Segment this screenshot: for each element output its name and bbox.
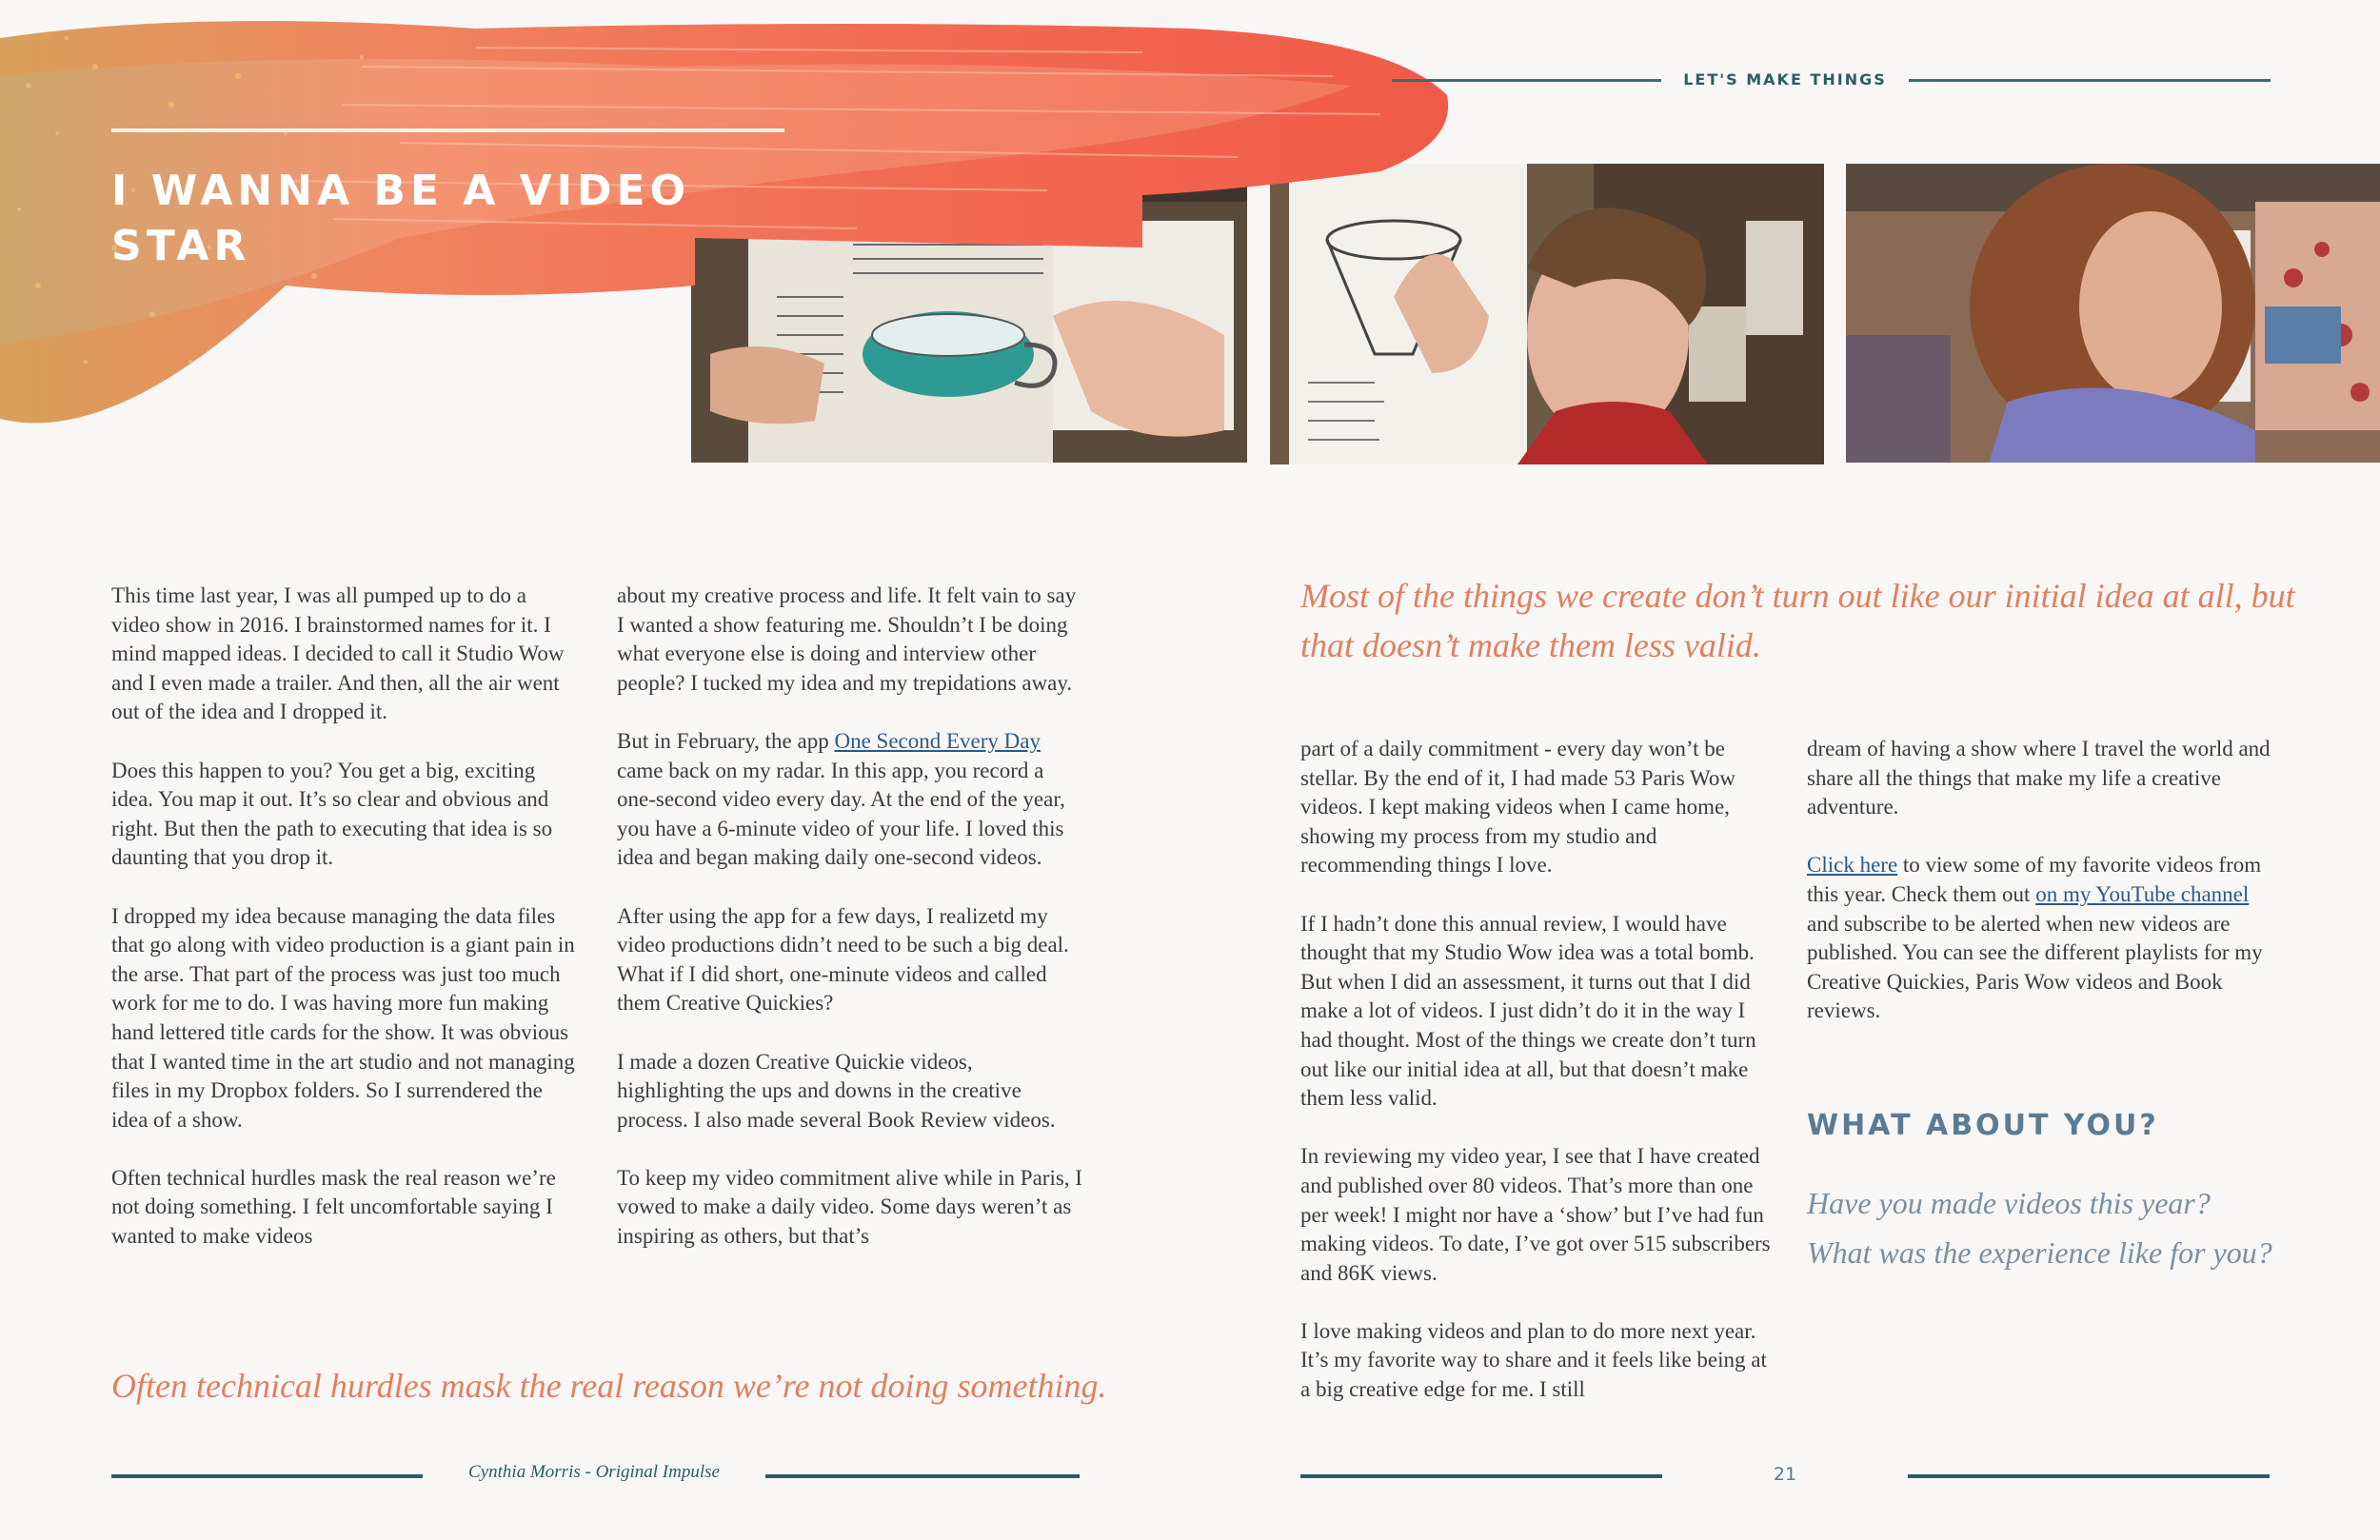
what-about-you-heading: WHAT ABOUT YOU? (1807, 1109, 2159, 1142)
text-column-3 (1300, 735, 1776, 1433)
one-second-every-day-link[interactable]: One Second Every Day (834, 728, 1041, 753)
paragraph: I made a dozen Creative Quickie videos, highlighting the ups and downs in the creative process. I also made several Book Review videos. (617, 1049, 1056, 1132)
page-number: 21 (1773, 1464, 1797, 1485)
paragraph: After using the app for a few days, I realizetd my video productions didn’t need to be such a big deal. What if I did short, one-minute videos and called them Creative Quickies? (617, 903, 1069, 1016)
footer-rule-left (111, 1474, 423, 1478)
footer-author: Cynthia Morris - Original Impulse (468, 1462, 720, 1482)
text-column-4 (1807, 735, 2283, 1056)
paragraph: part of a daily commitment - every day won’t be stellar. By the end of it, I had made 53 Paris Wow videos. I kept making videos when I came home, showing my process from my studio and recommending things I love. (1300, 737, 1736, 878)
text-column-2 (617, 582, 1083, 1280)
pull-quote-top: Most of the things we create don’t turn out like our initial idea at all, but that doesn’t make them less valid. (1300, 577, 2295, 664)
text-run: to view some of my favorite videos from this year. Check them out (1807, 853, 2262, 906)
title-rule (111, 128, 784, 132)
reflection-questions (1807, 1178, 2340, 1277)
title-line-1: I WANNA BE A VIDEO (111, 167, 691, 215)
paragraph (617, 727, 1083, 873)
paragraph: Often technical hurdles mask the real reason we’re not doing something. I felt uncomfortable saying I wanted to make videos (111, 1165, 556, 1249)
click-here-link[interactable]: Click here (1807, 853, 1898, 878)
text-run: came back on my radar. In this app, you record a one-second video every day. At the end of the year, you have a 6-minute video of your life. I loved this idea and began making daily one-second videos. (617, 758, 1065, 870)
text-run: and subscribe to be alerted when new videos are published. You can see the different playlists for my Creative Quickies, Paris Wow videos and Book reviews. (1807, 911, 2263, 1023)
article-title (111, 164, 778, 274)
paragraph: To keep my video commitment alive while in Paris, I vowed to make a daily video. Some days weren’t as inspiring as others, but that’s (617, 1165, 1082, 1249)
footer-rule-right (765, 1474, 1080, 1478)
section-label: LET'S MAKE THINGS (1683, 70, 1887, 89)
paragraph: This time last year, I was all pumped up to do a video show in 2016. I brainstormed names for it. I mind mapped ideas. I decided to call it Studio Wow and I even made a trailer. And then, all the air went out of the idea and I dropped it. (111, 583, 565, 724)
page-rule-right (1908, 1474, 2270, 1478)
text-run: But in February, the app (617, 728, 835, 753)
question-2: What was the experience like for you? (1807, 1235, 2272, 1270)
market-photo (1846, 164, 2380, 463)
paragraph: about my creative process and life. It felt vain to say I wanted a show featuring me. Shouldn’t I be doing what everyone else is doing and interview other people? I tucked my idea and my trepidations away. (617, 583, 1077, 695)
title-line-2: STAR (111, 222, 251, 270)
youtube-channel-link[interactable]: on my YouTube channel (2035, 881, 2250, 906)
question-1: Have you made videos this year? (1807, 1186, 2211, 1220)
section-rule-right (1909, 79, 2271, 82)
paragraph: dream of having a show where I travel the world and share all the things that make my life a creative adventure. (1807, 737, 2271, 819)
section-rule-left (1392, 79, 1661, 82)
page-rule-left (1300, 1474, 1662, 1478)
paragraph: I dropped my idea because managing the data files that go along with video production is a giant pain in the arse. That part of the process was just too much work for me to do. I was having more fun making hand lettered title cards for the show. It was obvious that I wanted time in the art studio and not managing files in my Dropbox folders. So I surrendered the idea of a show. (111, 903, 575, 1132)
paragraph: I love making videos and plan to do more next year. It’s my favorite way to share and it feels like being at a big creative edge for me. I still (1300, 1318, 1767, 1402)
paragraph: If I hadn’t done this annual review, I would have thought that my Studio Wow idea was a total bomb. But when I did an assessment, it turns out that I did make a lot of videos. I just didn’t do it in the way I had thought. Most of the things we create don’t turn out like our initial idea at all, but that doesn’t make them less valid. (1300, 911, 1756, 1111)
pull-quote-bottom: Often technical hurdles mask the real reason we’re not doing something. (111, 1367, 1107, 1405)
paragraph: In reviewing my video year, I see that I have created and published over 80 videos. That’s more than one per week! I might nor have a ‘show’ but I’ve had fun making videos. To date, I’ve got over 515 subscribers and 86K views. (1300, 1144, 1771, 1285)
paragraph (1807, 851, 2283, 1026)
paragraph: Does this happen to you? You get a big, exciting idea. You map it out. It’s so clear and obvious and right. But then the path to executing that idea is so daunting that you drop it. (111, 758, 553, 870)
text-column-1 (111, 582, 578, 1280)
